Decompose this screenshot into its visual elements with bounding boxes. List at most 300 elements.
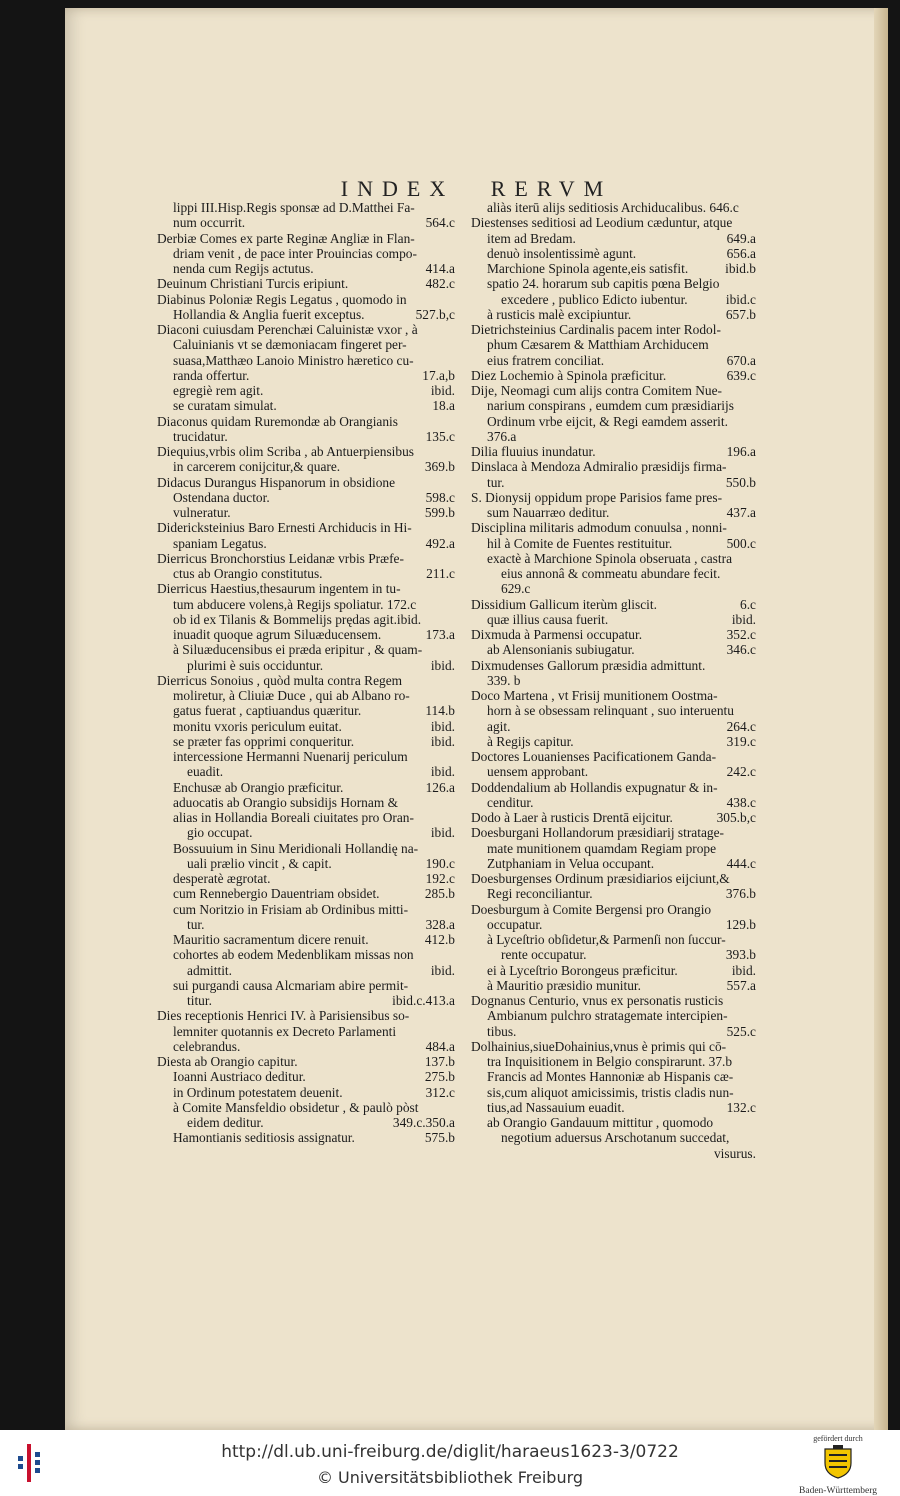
index-entry-text: celebrandus.	[173, 1038, 241, 1054]
index-entry-text: occupatur.	[487, 916, 543, 932]
index-entry-text: cenditur.	[487, 794, 534, 810]
page-reference: 437.a	[726, 505, 756, 520]
page-reference: ibid.	[430, 733, 455, 749]
page-reference: 527.b,c	[415, 306, 455, 322]
page-reference: 346.c	[726, 642, 756, 658]
index-entry-text: Francis ad Montes Hannoniæ ab Hispanis cæ-	[487, 1069, 734, 1085]
index-entry-text: 339. b	[487, 672, 521, 688]
index-line	[471, 597, 756, 612]
index-entry-text: Zutphaniam in Velua occupant.	[487, 855, 655, 871]
index-entry-text: intercessione Hermanni Nuenarij periculum	[173, 749, 408, 764]
page-reference: 211.c	[426, 566, 455, 581]
page-reference: 575.b	[424, 1130, 455, 1146]
index-line	[157, 810, 455, 825]
index-line	[471, 795, 756, 810]
index-line	[157, 520, 455, 535]
index-entry-text: driam venit , de pace inter Prouincias compo-	[173, 245, 417, 261]
index-line	[157, 932, 455, 947]
index-line	[471, 322, 756, 337]
index-line	[157, 261, 455, 276]
page-reference: ibid.	[430, 657, 455, 673]
index-entry-text: Marchione Spinola agente,eis satisfit.	[487, 261, 689, 276]
index-entry-text: eius annonâ & commeatu abundare fecit.	[501, 566, 721, 581]
index-line	[157, 566, 455, 581]
page-reference: ibid.	[430, 962, 455, 978]
index-line	[471, 398, 756, 413]
index-line	[157, 612, 455, 627]
index-entry-text: Diez Lochemio à Spinola præficitur.	[471, 367, 667, 383]
index-line	[157, 368, 455, 383]
index-line	[471, 475, 756, 490]
index-line	[157, 886, 455, 901]
coat-of-arms-icon	[823, 1445, 853, 1479]
index-entry-text: Diabinus Poloniæ Regis Legatus , quomodo in	[157, 291, 407, 307]
index-line	[157, 1008, 455, 1023]
index-line	[157, 673, 455, 688]
index-line	[157, 551, 455, 566]
index-line	[471, 414, 756, 429]
index-entry-text: Diaconi cuiusdam Perenchæi Caluinistæ vxor , à	[157, 322, 418, 337]
index-line	[157, 703, 455, 718]
page-reference: 312.c	[425, 1084, 455, 1100]
index-line	[471, 231, 756, 246]
index-line	[471, 673, 756, 688]
page-reference: 482.c	[425, 276, 455, 292]
index-entry-text: à rusticis malè excipiuntur.	[487, 306, 632, 322]
index-entry-text: Dinslaca à Mendoza Admiralio præsidijs firma-	[471, 459, 727, 475]
index-entry-text: Disciplina militaris admodum conuulsa , nonni-	[471, 520, 727, 536]
index-entry-text: tur.	[187, 916, 205, 932]
index-line	[157, 490, 455, 505]
index-line	[157, 475, 455, 490]
index-entry-text: alias in Hollandia Boreali ciuitates pro Oran-	[173, 810, 414, 825]
page-reference: 18.a	[432, 398, 455, 414]
index-line	[157, 1085, 455, 1100]
page-reference: 639.c	[726, 367, 756, 383]
index-line	[157, 536, 455, 551]
index-line	[157, 963, 455, 978]
page-reference: 190.c	[425, 855, 455, 871]
index-line	[471, 1130, 756, 1145]
index-entry-text: Mauritio sacramentum dicere renuit.	[173, 932, 369, 947]
running-head: INDEX RERVM	[340, 176, 613, 201]
index-line	[471, 200, 756, 215]
page-reference: ibid.	[731, 611, 756, 627]
index-line	[471, 566, 756, 581]
page-reference: 349.c.350.a	[392, 1115, 455, 1130]
index-line	[471, 1024, 756, 1039]
index-line	[471, 444, 756, 459]
index-line	[157, 1115, 455, 1130]
index-line	[471, 841, 756, 856]
index-entry-text: phum Cæsarem & Matthiam Archiducem	[487, 337, 709, 353]
index-entry-text: aduocatis ab Orangio subsidijs Hornam &	[173, 794, 398, 810]
index-line	[157, 688, 455, 703]
index-entry-text: Derbiæ Comes ex parte Reginæ Angliæ in Flan-	[157, 230, 415, 246]
page-reference: 393.b	[725, 947, 756, 963]
index-line	[471, 703, 756, 718]
page-reference: ibid.	[430, 718, 455, 734]
index-line	[157, 825, 455, 840]
index-line	[471, 353, 756, 368]
index-line	[471, 734, 756, 749]
index-entry-text: Diestenses seditiosi ad Leodium cæduntur, atque	[471, 215, 733, 231]
index-entry-text: Ostendana ductor.	[173, 489, 270, 505]
index-entry-text: Ambianum pulchro stratagemate intercipien-	[487, 1008, 728, 1024]
index-line	[157, 749, 455, 764]
index-line	[157, 353, 455, 368]
index-line	[471, 688, 756, 703]
page-reference: 275.b	[424, 1069, 455, 1085]
index-line	[471, 658, 756, 673]
index-entry-text: ctus ab Orangio constitutus.	[173, 566, 323, 581]
index-line	[471, 337, 756, 352]
permalink-url[interactable]: http://dl.ub.uni-freiburg.de/diglit/haraeus1623-3/0722	[221, 1442, 679, 1462]
index-entry-text: tibus.	[487, 1023, 517, 1039]
index-line	[157, 734, 455, 749]
index-line	[157, 795, 455, 810]
index-entry-text: horn à se obsessam relinquant , suo interuentu	[487, 703, 734, 719]
page-edge	[874, 8, 888, 1430]
index-entry-text: Diderickstеinius Baro Ernesti Archiducis in Hi-	[157, 520, 412, 536]
page-reference: ibid.	[430, 825, 455, 841]
index-entry-text: à Siluæducensibus ei præda eripitur , & quam-	[173, 642, 423, 658]
index-line	[471, 1008, 756, 1023]
page-reference: 126.a	[425, 779, 455, 795]
index-line	[471, 612, 756, 627]
index-entry-text: tra Inquisitionem in Belgio conspirarunt. 37.b	[487, 1054, 733, 1069]
page-reference: 412.b	[424, 932, 455, 947]
index-entry-text: à Regijs capitur.	[487, 733, 574, 749]
index-line	[471, 1100, 756, 1115]
index-line	[157, 871, 455, 886]
index-entry-text: se curatam simulat.	[173, 398, 277, 414]
index-entry-text: Doddendalium ab Hollandis expugnatur & in-	[471, 779, 718, 795]
index-line	[471, 1069, 756, 1084]
index-entry-text: Dognanus Centurio, vnus ex personatis rusticis	[471, 993, 724, 1008]
page-reference: 242.c	[726, 764, 756, 780]
index-entry-text: Regi reconciliantur.	[487, 886, 593, 902]
index-entry-text: Dilia fluuius inundatur.	[471, 444, 596, 459]
index-line	[157, 246, 455, 261]
index-entry-text: excedere , publico Edicto iubentur.	[501, 291, 688, 307]
index-entry-text: Hamontianis seditiosis assignatur.	[173, 1130, 355, 1146]
page-reference: 492.a	[425, 535, 455, 551]
index-line	[471, 215, 756, 230]
page-reference: 196.a	[726, 444, 756, 459]
index-line	[471, 292, 756, 307]
index-line	[157, 1024, 455, 1039]
index-column-right	[471, 200, 756, 1161]
index-entry-text: monitu vxoris periculum euitat.	[173, 718, 342, 734]
index-entry-text: sum Nauarræo deditur.	[487, 505, 610, 520]
index-entry-text: mate munitionem quamdam Regiam prope	[487, 840, 717, 856]
page-reference: 438.c	[726, 794, 756, 810]
index-entry-text: uensem approbant.	[487, 764, 589, 780]
page-reference: 6.c	[740, 596, 756, 612]
index-line	[157, 1100, 455, 1115]
index-line	[157, 597, 455, 612]
page-reference: 657.b	[725, 306, 756, 322]
index-entry-text: Doesburgum à Comite Bergensi pro Orangio	[471, 901, 712, 917]
page-reference: 670.a	[726, 352, 756, 368]
index-entry-text: vulneratur.	[173, 505, 231, 520]
index-entry-text: tius,ad Nassauium euadit.	[487, 1099, 625, 1115]
index-line	[157, 581, 455, 596]
index-entry-text: titur.	[187, 993, 212, 1008]
page-reference: 649.a	[726, 230, 756, 246]
page-reference: 173.a	[425, 627, 455, 642]
index-line	[471, 780, 756, 795]
page-reference: 444.c	[726, 855, 756, 871]
index-line	[157, 231, 455, 246]
page-reference: 285.b	[424, 886, 455, 902]
index-entry-text: Doctores Louanienses Pacificationem Ganda-	[471, 749, 717, 764]
index-entry-text: Dierricus Sonoius , quòd multa contra Regem	[157, 672, 403, 688]
index-entry-text: tur.	[487, 474, 505, 490]
index-entry-text: plurimi è suis occiduntur.	[187, 657, 324, 673]
index-entry-text: Enchusæ ab Orangio præficitur.	[173, 779, 344, 795]
index-line	[157, 200, 455, 215]
index-entry-text: lemniter quotannis ex Decreto Parlamenti	[173, 1023, 397, 1039]
index-entry-text: Doesburgani Hollandorum præsidiarij stratage-	[471, 825, 725, 841]
page-reference: 264.c	[726, 718, 756, 734]
page-reference: 305.b,c	[716, 810, 756, 825]
index-entry-text: Dodo à Laer à rusticis Drentā eijcitur.	[471, 810, 673, 825]
index-line	[157, 627, 455, 642]
index-entry-text: admittit.	[187, 962, 233, 978]
index-entry-text: Dies receptionis Henrici IV. à Parisiensibus so-	[157, 1008, 410, 1024]
index-line	[471, 1115, 756, 1130]
index-line	[471, 261, 756, 276]
index-entry-text: egregiè rem agit.	[173, 383, 264, 398]
index-line	[471, 276, 756, 291]
index-entry-text: Dixmuda à Parmensi occupatur.	[471, 627, 643, 642]
index-line	[157, 764, 455, 779]
index-line	[471, 764, 756, 779]
index-line	[157, 993, 455, 1008]
index-entry-text: uali prælio vincit , & capit.	[187, 855, 332, 871]
index-line	[157, 947, 455, 962]
index-entry-text: tum abducere volens,à Regijs spoliatur. 172.c	[173, 596, 417, 612]
page-reference: 129.b	[725, 916, 756, 932]
index-entry-text: Ioanni Austriaco deditur.	[173, 1069, 306, 1085]
index-entry-text: cohortes ab eodem Medenblikam missas non	[173, 947, 414, 963]
index-line	[157, 1054, 455, 1069]
page-reference: 132.c	[726, 1099, 756, 1115]
page-reference: 525.c	[726, 1023, 756, 1039]
index-line	[471, 1039, 756, 1054]
viewer-footer	[0, 1430, 900, 1496]
page-reference: 352.c	[726, 627, 756, 642]
index-line	[157, 1069, 455, 1084]
page-reference: 500.c	[726, 535, 756, 551]
index-line	[471, 902, 756, 917]
index-entry-text: euadit.	[187, 764, 224, 780]
index-line	[157, 276, 455, 291]
index-line	[157, 307, 455, 322]
index-entry-text: à Lyceſtrio obſidetur,& Parmenſi non ſuccur-	[487, 932, 726, 947]
index-line	[157, 322, 455, 337]
index-line	[157, 902, 455, 917]
index-line	[157, 917, 455, 932]
page-reference: 656.a	[726, 245, 756, 261]
index-line	[471, 505, 756, 520]
index-entry-text: aliàs iterū alijs seditiosis Archiducalibus. 646.c	[487, 200, 739, 215]
sponsor-name: Baden-Württemberg	[799, 1486, 877, 1496]
index-entry-text: Deuinum Christiani Turcis eripiunt.	[157, 276, 349, 292]
index-entry-text: sis,cum aliquot amicissimis, tristis cladis nun-	[487, 1084, 734, 1100]
index-entry-text: Diaconus quidam Ruremondæ ab Orangianis	[157, 413, 398, 429]
index-entry-text: Doco Martena , vt Frisij munitionem Oostma-	[471, 688, 718, 703]
sponsor-block	[792, 1434, 884, 1496]
index-line	[157, 337, 455, 352]
index-entry-text: quæ illius causa fuerit.	[487, 611, 609, 627]
page-reference: 484.a	[425, 1038, 455, 1054]
page-reference: 550.b	[725, 474, 756, 490]
index-entry-text: agit.	[487, 718, 511, 734]
index-entry-text: cum Rennebergio Dauentriam obsidet.	[173, 886, 380, 902]
page-reference: ibid.b	[725, 261, 756, 276]
page-reference: 135.c	[425, 428, 455, 444]
index-column-left	[157, 200, 455, 1146]
index-line	[157, 215, 455, 230]
copyright-notice: © Universitätsbibliothek Freiburg	[316, 1468, 584, 1487]
index-entry-text: rente occupatur.	[501, 947, 587, 963]
index-entry-text: Dierricus Bronchorstius Leidanæ vrbis Præfe-	[157, 550, 404, 566]
page-reference: 557.a	[726, 977, 756, 993]
index-entry-text: 629.c	[501, 581, 531, 597]
page-reference: 17.a,b	[422, 367, 455, 383]
index-line	[471, 368, 756, 383]
page-reference: 319.c	[726, 733, 756, 749]
index-entry-text: se præter fas opprimi conqueritur.	[173, 733, 355, 749]
index-line	[157, 1039, 455, 1054]
index-entry-text: Caluinianis vt se dæmoniacam fingeret per-	[173, 337, 407, 353]
index-entry-text: trucidatur.	[173, 428, 228, 444]
index-line	[471, 520, 756, 535]
page-reference: 192.c	[425, 871, 455, 886]
index-line	[471, 307, 756, 322]
index-entry-text: Dije, Neomagi cum alijs contra Comitem Nue-	[471, 383, 723, 398]
index-line	[471, 383, 756, 398]
index-line	[471, 886, 756, 901]
index-line	[471, 581, 756, 596]
index-line	[157, 841, 455, 856]
index-entry-text: ab Alensonianis subiugatur.	[487, 642, 635, 658]
index-line	[471, 749, 756, 764]
index-entry-text: ab Orangio Gandauum mittitur , quomodo	[487, 1115, 714, 1130]
index-entry-text: in Ordinum potestatem deuenit.	[173, 1084, 343, 1100]
index-line	[157, 658, 455, 673]
index-entry-text: eius fratrem conciliat.	[487, 352, 605, 368]
index-line	[157, 642, 455, 657]
index-entry-text: spaniam Legatus.	[173, 535, 267, 551]
index-entry-text: Dierricus Haestius,thesaurum ingentem in tu-	[157, 581, 401, 597]
page-reference: 328.a	[425, 916, 455, 932]
index-line	[471, 1085, 756, 1100]
index-entry-text: eidem deditur.	[187, 1115, 264, 1130]
page-reference: 598.c	[425, 489, 455, 505]
index-entry-text: negotium aduersus Arschotanum succedat,	[501, 1130, 730, 1146]
index-line	[471, 978, 756, 993]
index-line	[471, 993, 756, 1008]
page-reference: ibid.	[430, 383, 455, 398]
index-entry-text: exactè à Marchione Spinola obseruata , castra	[487, 550, 733, 566]
index-entry-text: Didacus Durangus Hispanorum in obsidione	[157, 474, 396, 490]
index-entry-text: denuò insolentissimè agunt.	[487, 245, 637, 261]
index-entry-text: spatio 24. horarum sub capitis pœna Belgio	[487, 276, 720, 292]
index-line	[471, 1146, 756, 1161]
page-reference: ibid.c.413.a	[392, 993, 455, 1008]
index-entry-text: 376.a	[487, 428, 517, 444]
index-entry-text: gatus fuerat , captiuandus quæritur.	[173, 703, 362, 719]
index-entry-text: Hollandia & Anglia fuerit exceptus.	[173, 306, 365, 322]
sponsor-caption: gefördert durch	[813, 1434, 863, 1443]
index-entry-text: lippi III.Hisp.Regis sponsæ ad D.Matthei Fa-	[173, 200, 415, 215]
index-line	[471, 246, 756, 261]
index-entry-text: in carcerem conijcitur,& quare.	[173, 459, 341, 475]
index-line	[157, 978, 455, 993]
index-entry-text: moliretur, à Cliuiæ Duce , qui ab Albano ro-	[173, 688, 410, 703]
index-entry-text: Dolhainius,siueDohainius,vnus è primis qui cō-	[471, 1038, 727, 1054]
page-reference: 114.b	[425, 703, 455, 719]
index-entry-text: Diesta ab Orangio capitur.	[157, 1054, 298, 1069]
index-entry-text: suasa,Matthæo Lanoio Ministro hæretico cu-	[173, 352, 414, 368]
index-line	[471, 932, 756, 947]
index-line	[157, 383, 455, 398]
index-entry-text: desperatè ægrotat.	[173, 871, 271, 886]
index-entry-text: Doesburgenses Ordinum præsidiarios eijciunt,&	[471, 871, 730, 886]
page-reference: 564.c	[425, 215, 455, 231]
index-entry-text: gio occupat.	[187, 825, 253, 841]
index-entry-text: inuadit quoque agrum Siluæducensem.	[173, 627, 382, 642]
index-line	[157, 444, 455, 459]
index-entry-text: sui purgandi causa Alcmariam abire permit-	[173, 977, 409, 993]
index-line	[157, 1130, 455, 1145]
index-entry-text: Bossuuium in Sinu Meridionali Hollandię na-	[173, 840, 419, 856]
index-line	[157, 459, 455, 474]
index-entry-text: S. Dionysij oppidum prope Parisios fame pres-	[471, 489, 723, 505]
index-line	[157, 505, 455, 520]
index-line	[157, 719, 455, 734]
index-entry-text: randa offertur.	[173, 367, 250, 383]
index-entry-text: Ordinum vrbe eijcit, & Regi eamdem asserit.	[487, 413, 728, 429]
page-reference: ibid.c	[725, 291, 756, 307]
index-line	[471, 551, 756, 566]
index-entry-text: cum Noritzio in Frisiam ab Ordinibus mitti-	[173, 901, 409, 917]
index-line	[157, 292, 455, 307]
index-entry-text: hil à Comite de Fuentes restituitur.	[487, 535, 673, 551]
page-reference: 369.b	[424, 459, 455, 475]
index-line	[157, 429, 455, 444]
index-entry-text: à Mauritio præsidio munitur.	[487, 977, 641, 993]
index-line	[157, 780, 455, 795]
page-reference: 137.b	[424, 1054, 455, 1069]
index-entry-text: num occurrit.	[173, 215, 246, 231]
index-entry-text: nenda cum Regijs actutus.	[173, 261, 314, 276]
index-line	[157, 414, 455, 429]
index-entry-text: à Comite Mansfeldio obsidetur , & paulò pòst	[173, 1099, 419, 1115]
index-entry-text: item ad Bredam.	[487, 230, 576, 246]
index-entry-text: Dixmudenses Gallorum præsidia admittunt.	[471, 657, 706, 673]
index-line	[471, 871, 756, 886]
index-entry-text: ei à Lyceſtrio Borongeus præficitur.	[487, 962, 678, 978]
index-line	[471, 627, 756, 642]
index-entry-text: ob id ex Tilanis & Bommelijs prędas agit.ibid.	[173, 611, 422, 627]
index-line	[471, 719, 756, 734]
index-line	[157, 398, 455, 413]
